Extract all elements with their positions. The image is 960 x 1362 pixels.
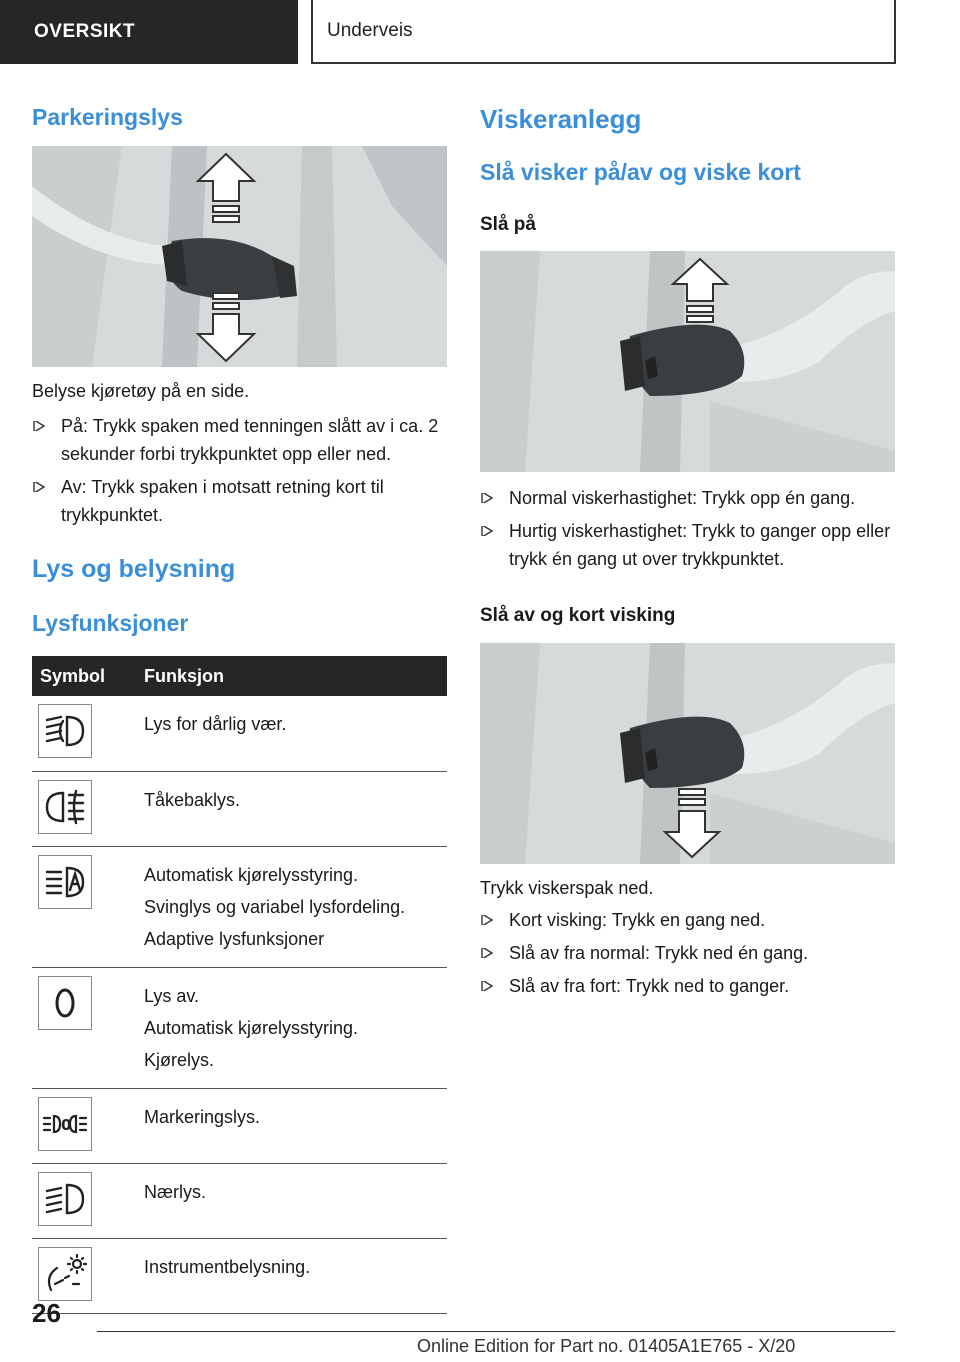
bullet-text: Kort visking: Trykk en gang ned.	[509, 910, 766, 930]
table-row	[32, 846, 447, 967]
triangle-bullet-icon	[480, 972, 498, 1000]
function-text: Instrumentbelysning.	[144, 1256, 311, 1277]
column-header-function: Funksjon	[136, 656, 447, 696]
wiper-on-heading: Slå på	[480, 214, 536, 235]
wiper-lever-up-photo	[480, 251, 895, 472]
lights-off-icon	[38, 976, 92, 1030]
chapter-tab-label: Underveis	[327, 20, 413, 41]
function-text: Kjørelys.	[144, 1049, 215, 1070]
section-tab-oversikt[interactable]	[0, 0, 298, 64]
function-text: Markeringslys.	[144, 1106, 261, 1127]
function-text: Svinglys og variabel lysfordeling.	[144, 896, 406, 917]
list-item	[32, 473, 447, 529]
wiper-on-off-heading: Slå visker på/av og viske kort	[480, 159, 801, 185]
wiper-lever-up-illustration	[480, 251, 895, 472]
wiper-off-intro: Trykk viskerspak ned.	[480, 878, 654, 898]
bullet-text: På: Trykk spaken med tenningen slått av i ca. 2 sekunder forbi trykkpunktet opp eller ned.	[61, 416, 439, 464]
wiper-on-steps	[480, 484, 895, 578]
wiper-system-heading: Viskeranlegg	[480, 104, 642, 134]
bullet-text: Normal viskerhastighet: Trykk opp én gang.	[509, 488, 856, 508]
function-text: Lys for dårlig vær.	[144, 714, 287, 734]
column-header-symbol: Symbol	[32, 656, 136, 696]
section-tab-label: OVERSIKT	[34, 21, 136, 42]
triangle-bullet-icon	[480, 939, 498, 967]
fog-light-icon	[38, 704, 92, 758]
table-row	[32, 1163, 447, 1238]
page-number: 26	[32, 1298, 61, 1328]
parking-light-lever-photo	[32, 146, 447, 367]
table-row	[32, 1088, 447, 1163]
wiper-off-steps	[480, 906, 895, 1005]
light-functions-table	[32, 656, 447, 1314]
table-header-row	[32, 656, 447, 696]
function-text: Lys av.	[144, 985, 200, 1006]
auto-light-icon	[38, 855, 92, 909]
side-marker-light-icon	[38, 1097, 92, 1151]
list-item	[480, 939, 895, 967]
footer-divider	[97, 1331, 895, 1332]
lights-heading: Lys og belysning	[32, 555, 236, 583]
list-item	[480, 517, 895, 573]
triangle-bullet-icon	[32, 412, 50, 440]
parking-light-heading: Parkeringslys	[32, 104, 183, 130]
function-text: Automatisk kjørelysstyring.	[144, 1017, 359, 1038]
parking-light-intro: Belyse kjøretøy på en side.	[32, 381, 250, 401]
list-item	[32, 412, 447, 468]
table-row	[32, 696, 447, 771]
triangle-bullet-icon	[32, 473, 50, 501]
list-item	[480, 906, 895, 934]
wiper-lever-down-photo	[480, 643, 895, 864]
table-row	[32, 1238, 447, 1313]
parking-light-steps	[32, 412, 447, 534]
light-functions-heading: Lysfunksjoner	[32, 610, 189, 636]
instrument-lighting-icon	[38, 1247, 92, 1301]
function-text: Nærlys.	[144, 1181, 206, 1202]
triangle-bullet-icon	[480, 906, 498, 934]
edition-footer: Online Edition for Part no. 01405A1E765 - X/20	[417, 1336, 796, 1356]
svg-text:0: 0	[61, 1115, 72, 1134]
bullet-text: Slå av fra fort: Trykk ned to ganger.	[509, 976, 790, 996]
chapter-tab-underveis[interactable]	[311, 0, 896, 64]
triangle-bullet-icon	[480, 484, 498, 512]
rear-fog-light-icon	[38, 780, 92, 834]
low-beam-icon	[38, 1172, 92, 1226]
wiper-off-heading: Slå av og kort visking	[480, 605, 676, 626]
bullet-text: Av: Trykk spaken i motsatt retning kort til trykkpunktet.	[61, 477, 384, 525]
wiper-lever-down-illustration	[480, 643, 895, 864]
list-item	[480, 972, 895, 1000]
function-text: Adaptive lysfunksjoner	[144, 928, 325, 949]
function-text: Automatisk kjørelysstyring.	[144, 864, 359, 885]
triangle-bullet-icon	[480, 517, 498, 545]
table-row	[32, 771, 447, 846]
lever-up-down-illustration	[32, 146, 447, 367]
bullet-text: Slå av fra normal: Trykk ned én gang.	[509, 943, 809, 963]
function-text: Tåkebaklys.	[144, 789, 241, 810]
table-row	[32, 967, 447, 1088]
list-item	[480, 484, 895, 512]
bullet-text: Hurtig viskerhastighet: Trykk to ganger opp eller trykk én gang ut over trykkpunktet.	[509, 521, 891, 569]
